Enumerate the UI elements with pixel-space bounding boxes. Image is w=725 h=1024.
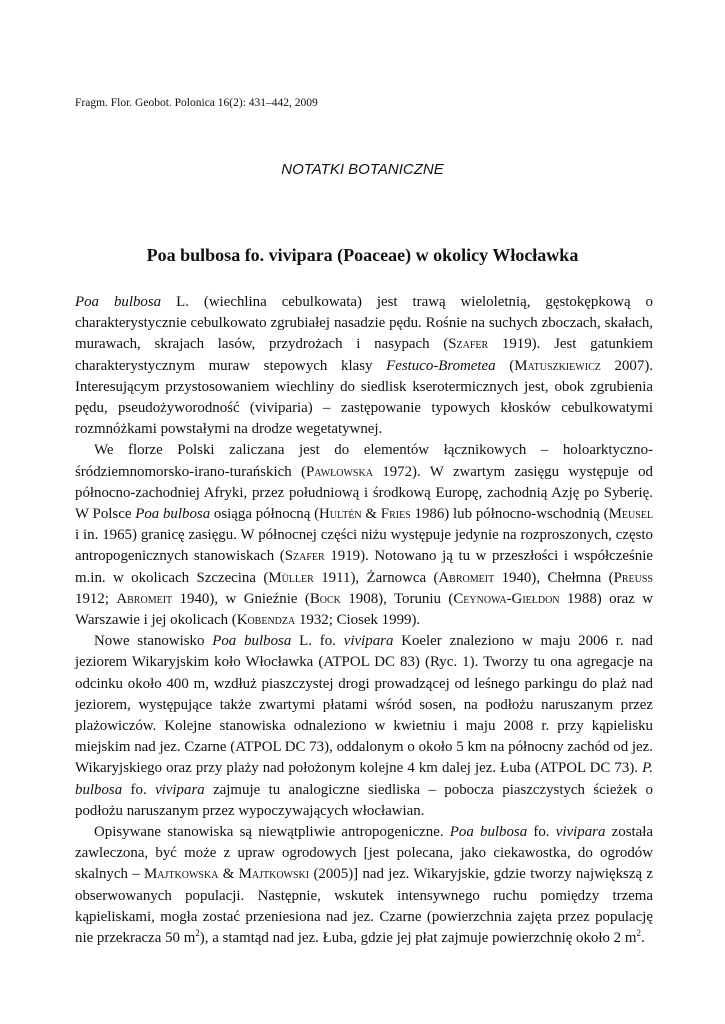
article-title: Poa bulbosa fo. vivipara (Poaceae) w okolicy Włocławka (146, 245, 579, 265)
paragraph-2: We florze Polski zaliczana jest do elementów łącznikowych – holoarktyczno-śródziemnomorsko-irano-turańskich (Pawłowska 1972). W zwartym zasięgu występuje od północno-zachodniej Afryki, przez południową i środkową Europę, zachodnią Azję po Syberię. W Polsce Poa bulbosa osiąga północną (Hultén & Fries 1986) lub północno-wschodnią (Meusel i in. 1965) granicę zasięgu. W północnej części niżu występuje jedynie na rozproszonych, często antropogenicznych stanowiskach (Szafer 1919). Notowano ją tu w przeszłości i współcześnie m.in. w okolicach Szczecina (Müller 1911), Żarnowca (Abromeit 1940), Chełmna (Preuss 1912; Abromeit 1940), w Gnieźnie (Bock 1908), Toruniu (Ceynowa-Giełdon 1988) oraz w Warszawie i jej okolicach (Kobendza 1932; Ciosek 1999). (75, 442, 653, 629)
journal-reference: Fragm. Flor. Geobot. Polonica 16(2): 431–442, 2009 (75, 97, 318, 109)
article-body (75, 292, 653, 949)
paragraph-4: Opisywane stanowiska są niewątpliwie antropogeniczne. Poa bulbosa fo. vivipara została zawleczona, być może z upraw ogrodowych [jest polecana, jako ciekawostka, do ogrodów skalnych – Majtkowska & Majtkowski (2005)] nad jez. Wikaryjskie, gdzie tworzy największą z obserwowanych populacji. Następnie, wskutek intensywnego ruchu pomiędzy trzema kąpieliskami, mogła zostać przeniesiona nad jez. Czarne (powierzchnia zajęta przez populację nie przekracza 50 $m^2$), a stamtąd nad jez. Łuba, gdzie jej płat zajmuje powierzchnię około 2 $m^2$. (75, 824, 653, 947)
paragraph-1: Poa bulbosa L. (wiechlina cebulkowata) jest trawą wieloletnią, gęstokępkową o charakterystycznie cebulkowato zgrubiałej nasadzie pędu. Rośnie na suchych zboczach, skałach, murawach, skrajach lasów, przydrożach i nasypach (Szafer 1919). Jest gatunkiem charakterystycznym muraw stepowych klasy Festuco-Brometea (Matuszkiewicz 2007). Interesującym przystosowaniem wiechliny do siedlisk kserotermicznych jest, obok zgrubienia pędu, pseudożyworodność (viviparia) – zastępowanie typowych kłosków cebulkowatymi rozmnóżkami powstałymi na drodze wegetatywnej. (75, 294, 654, 438)
paragraph-3: Nowe stanowisko Poa bulbosa L. fo. vivipara Koeler znaleziono w maju 2006 r. nad jeziorem Wikaryjskim koło Włocławka (ATPOL DC 83) (Ryc. 1). Tworzy tu ona agregacje na odcinku około 400 m, wzdłuż piaszczystej drogi prowadzącej od leśnego parkingu do plaż nad jeziorem, występujące także zwartymi płatami wśród sosen, na podłożu naruszanym przez plażowiczów. Kolejne stanowiska odnaleziono w kwietniu i maju 2008 r. przy kąpielisku miejskim nad jez. Czarne (ATPOL DC 73), oddalonym o około 5 km na północny zachód od jez. Wikaryjskiego oraz przy plaży nad położonym kolejne 4 km dalej jez. Łuba (ATPOL DC 73). P. bulbosa fo. vivipara zajmuje tu analogiczne siedliska – pobocza piaszczystych ścieżek o podłożu naruszanym przez wypoczywających włocławian. (75, 633, 653, 819)
section-title: NOTATKI BOTANICZNE (281, 161, 444, 178)
